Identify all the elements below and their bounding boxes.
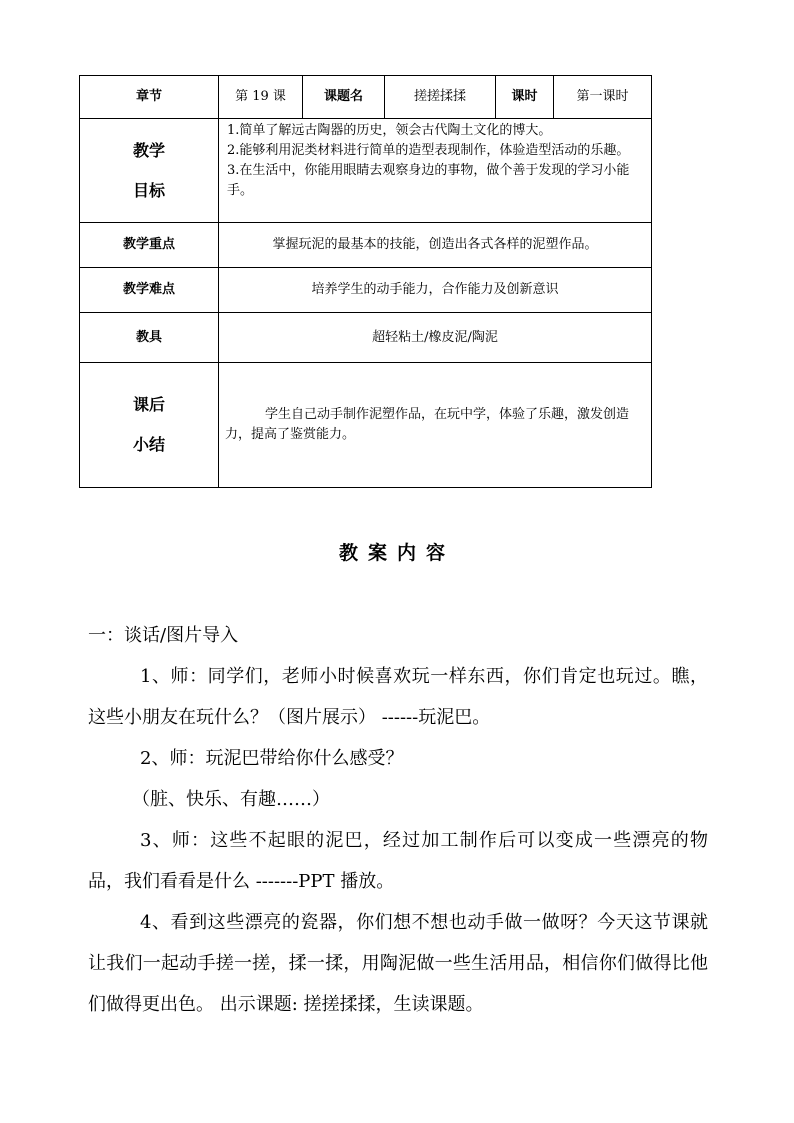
key-points-label: 教学重点 (80, 223, 219, 268)
goal-item-2: 2.能够利用泥类材料进行简单的造型表现制作，体验造型活动的乐趣。 (227, 143, 630, 158)
tools-label: 教具 (80, 313, 219, 363)
key-points-value: 掌握玩泥的最基本的技能，创造出各式各样的泥塑作品。 (219, 223, 652, 268)
summary-label (80, 363, 219, 488)
title-value: 搓搓揉揉 (385, 76, 496, 119)
summary-label-line2: 小结 (132, 435, 165, 454)
chapter-label: 章节 (80, 76, 219, 119)
difficulties-value: 培养学生的动手能力，合作能力及创新意识 (219, 268, 652, 313)
paragraph-4: 3、师：这些不起眼的泥巴，经过加工制作后可以变成一些漂亮的物品，我们看看是什么 -------PPT 播放。 (88, 830, 708, 892)
tools-value: 超轻粘土/橡皮泥/陶泥 (219, 313, 652, 363)
table-row (80, 363, 652, 488)
table-row (80, 268, 652, 313)
table-row (80, 76, 652, 119)
table-row (80, 119, 652, 223)
lesson-number: 第 19 课 (219, 76, 303, 119)
period-value: 第一课时 (554, 76, 652, 119)
paragraph-2: 2、师：玩泥巴带给你什么感受？ (140, 748, 404, 769)
goals-label-line1: 教学 (132, 140, 165, 160)
lesson-content (88, 615, 708, 1025)
title-label: 课题名 (303, 76, 385, 119)
lesson-info-table (79, 75, 652, 488)
goals-label-line2: 目标 (132, 180, 165, 200)
goals-label (80, 119, 219, 223)
paragraph-3: （脏、快乐、有趣……） (132, 789, 330, 810)
goal-item-1: 1.简单了解远古陶器的历史，领会古代陶土文化的博大。 (227, 123, 552, 138)
table-row (80, 223, 652, 268)
difficulties-label: 教学难点 (80, 268, 219, 313)
paragraph-5: 4、看到这些漂亮的瓷器，你们想不想也动手做一做呀？今天这节课就让我们一起动手搓一搓，揉一揉，用陶泥做一些生活用品，相信你们做得比他们做得更出色。 出示课题: 搓搓揉揉，生读课题。 (88, 912, 708, 1015)
period-label: 课时 (496, 76, 554, 119)
summary-label-line1: 课后 (132, 395, 165, 414)
summary-content (219, 363, 652, 488)
paragraph-1: 1、师：同学们，老师小时候喜欢玩一样东西，你们肯定也玩过。瞧，这些小朋友在玩什么？（图片展示） ------玩泥巴。 (88, 666, 708, 728)
goal-item-3: 3.在生活中，你能用眼睛去观察身边的事物，做个善于发现的学习小能手。 (227, 163, 630, 198)
section-title: 教案内容 (338, 542, 455, 564)
summary-value: 学生自己动手制作泥塑作品，在玩中学，体验了乐趣，激发创造力，提高了鉴赏能力。 (225, 407, 630, 442)
goals-content (219, 119, 652, 223)
table-row (80, 313, 652, 363)
content-heading: 一：谈话/图片导入 (88, 625, 239, 646)
